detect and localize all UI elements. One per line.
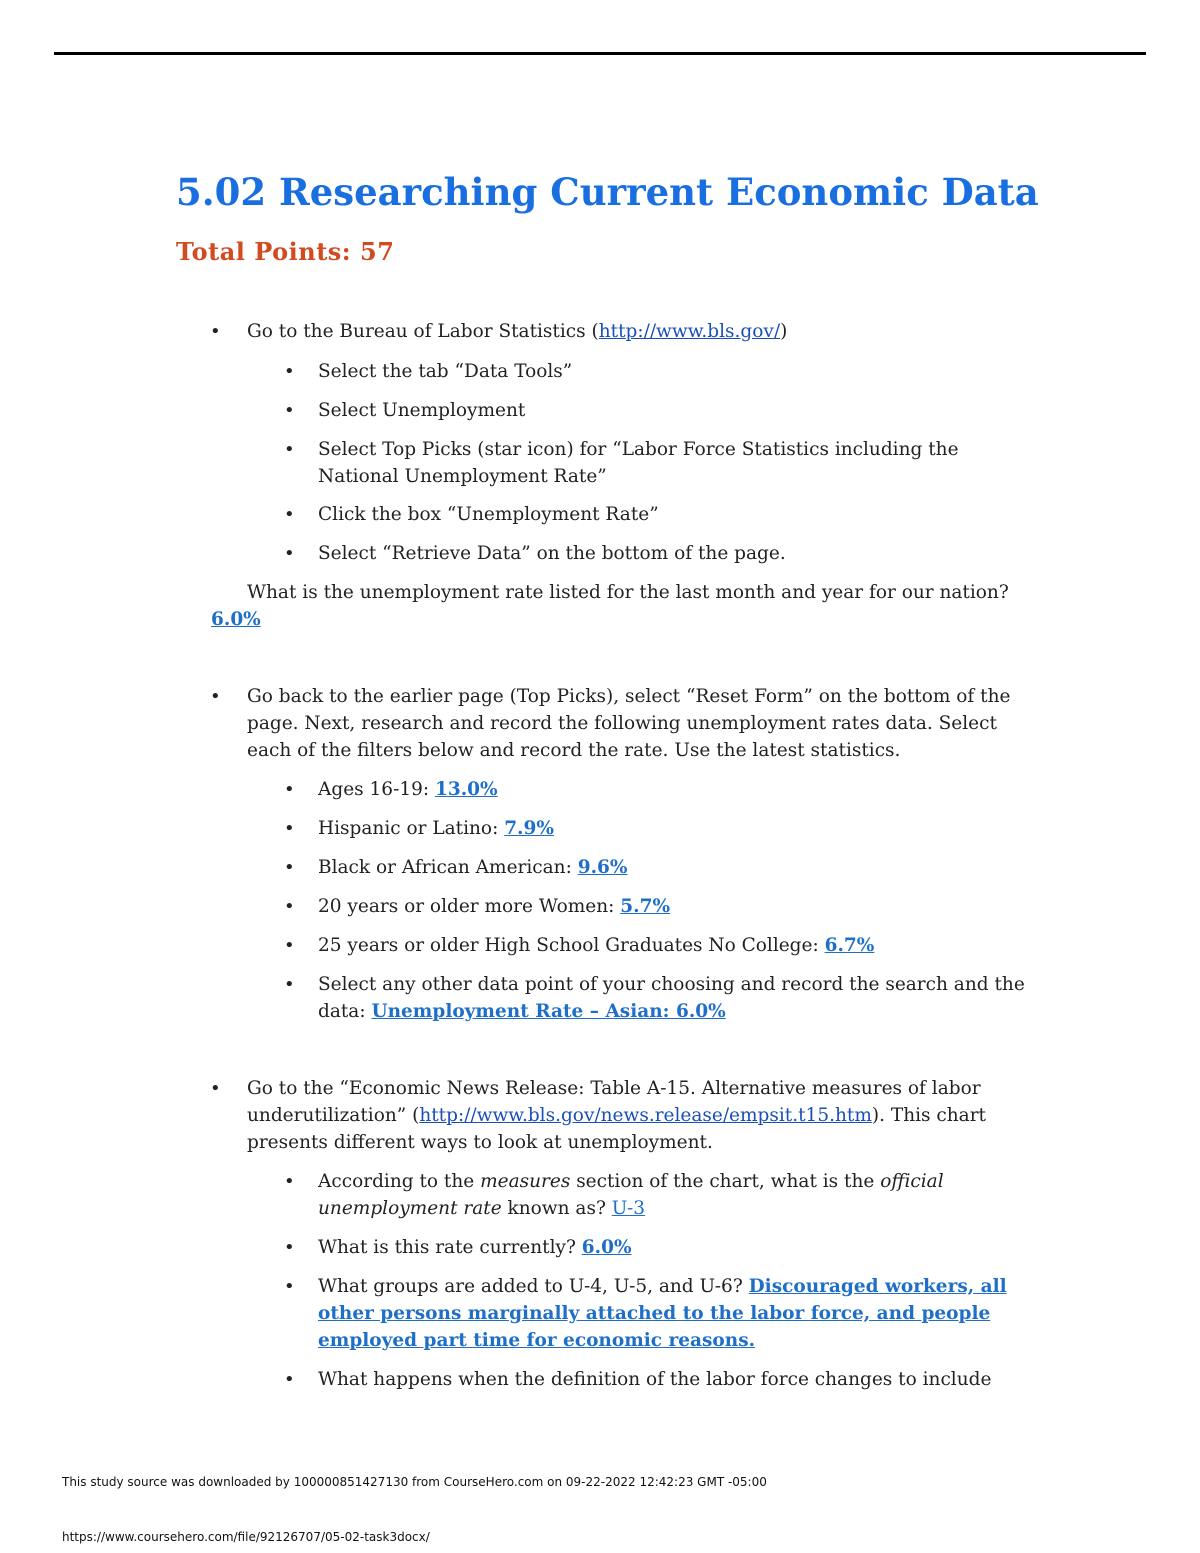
bullet: • — [284, 935, 295, 956]
bullet: • — [284, 439, 295, 460]
bullet: • — [284, 1276, 295, 1297]
top-rule — [54, 52, 1146, 55]
bullet: • — [284, 1237, 295, 1258]
bullet: • — [284, 400, 295, 421]
list-item: Select any other data point of your choosing and record the search and the — [318, 974, 1025, 995]
total-points: Total Points: 57 — [176, 237, 395, 266]
list-item-continuation: each of the filters below and record the rate. Use the latest statistics. — [247, 740, 901, 761]
list-item: Select Top Picks (star icon) for “Labor Force Statistics including the — [318, 439, 959, 460]
list-item-continuation: data: Unemployment Rate – Asian: 6.0% — [318, 1001, 726, 1022]
bullet: • — [284, 1369, 295, 1390]
list-item: Select the tab “Data Tools” — [318, 361, 573, 382]
answer: 6.7% — [824, 935, 875, 956]
page-title: 5.02 Researching Current Economic Data — [176, 170, 1039, 214]
source-url[interactable]: https://www.coursehero.com/file/92126707/05-02-task3docx/ — [62, 1530, 430, 1544]
bullet: • — [284, 361, 295, 382]
answer: 13.0% — [434, 779, 498, 800]
list-item: Hispanic or Latino: 7.9% — [318, 818, 554, 839]
bullet: • — [210, 321, 221, 342]
answer: 6.0% — [211, 609, 261, 630]
bullet: • — [284, 779, 295, 800]
list-item-continuation: presents different ways to look at unemployment. — [247, 1132, 713, 1153]
list-item-continuation: National Unemployment Rate” — [318, 466, 607, 487]
bullet: • — [284, 896, 295, 917]
download-note: This study source was downloaded by 100000851427130 from CourseHero.com on 09-22-2022 12:42:23 GMT -05:00 — [62, 1475, 767, 1489]
answer: 5.7% — [620, 896, 671, 917]
list-item: Select “Retrieve Data” on the bottom of the page. — [318, 543, 786, 564]
answer: employed part time for economic reasons. — [318, 1330, 756, 1351]
bullet: • — [210, 1078, 221, 1099]
answer: Unemployment Rate – Asian: 6.0% — [371, 1001, 726, 1022]
list-item-continuation: page. Next, research and record the following unemployment rates data. Select — [247, 713, 997, 734]
bullet: • — [284, 974, 295, 995]
list-item: Go back to the earlier page (Top Picks), select “Reset Form” on the bottom of the — [247, 686, 1011, 707]
answer: U-3 — [611, 1198, 646, 1219]
answer: 9.6% — [577, 857, 628, 878]
list-item-continuation — [318, 1327, 755, 1354]
answer: 7.9% — [504, 818, 554, 839]
list-item: 25 years or older High School Graduates No College: 6.7% — [318, 935, 875, 956]
list-item-continuation: unemployment rate known as? U-3 — [318, 1198, 646, 1219]
list-item: What is this rate currently? 6.0% — [318, 1237, 632, 1258]
list-item: What groups are added to U-4, U-5, and U-6? Discouraged workers, all — [318, 1276, 1007, 1297]
bullet: • — [210, 686, 221, 707]
list-item: Select Unemployment — [318, 400, 526, 421]
list-item: 20 years or older more Women: 5.7% — [318, 896, 671, 917]
list-item: Black or African American: 9.6% — [318, 857, 628, 878]
bullet: • — [284, 857, 295, 878]
answer: 6.0% — [581, 1237, 632, 1258]
list-item-continuation — [318, 1300, 990, 1327]
list-item-continuation: underutilization” (http://www.bls.gov/news.release/empsit.t15.htm). This chart — [247, 1105, 986, 1126]
table-a15-link[interactable]: http://www.bls.gov/news.release/empsit.t15.htm — [419, 1105, 872, 1126]
list-item: According to the measures section of the chart, what is the official — [318, 1171, 944, 1192]
answer: Discouraged workers, all — [748, 1276, 1007, 1297]
list-item: Go to the “Economic News Release: Table A-15. Alternative measures of labor — [247, 1078, 981, 1099]
list-item: Go to the Bureau of Labor Statistics (http://www.bls.gov/) — [247, 321, 788, 342]
bullet: • — [284, 1171, 295, 1192]
list-item: What happens when the definition of the labor force changes to include — [318, 1369, 992, 1390]
list-item: Click the box “Unemployment Rate” — [318, 504, 659, 525]
question-text: What is the unemployment rate listed for the last month and year for our nation? — [247, 582, 1009, 603]
answer: other persons marginally attached to the labor force, and people — [318, 1303, 991, 1324]
list-item: Ages 16-19: 13.0% — [318, 779, 498, 800]
bullet: • — [284, 543, 295, 564]
bullet: • — [284, 818, 295, 839]
bullet: • — [284, 504, 295, 525]
bls-link[interactable]: http://www.bls.gov/ — [598, 321, 781, 342]
